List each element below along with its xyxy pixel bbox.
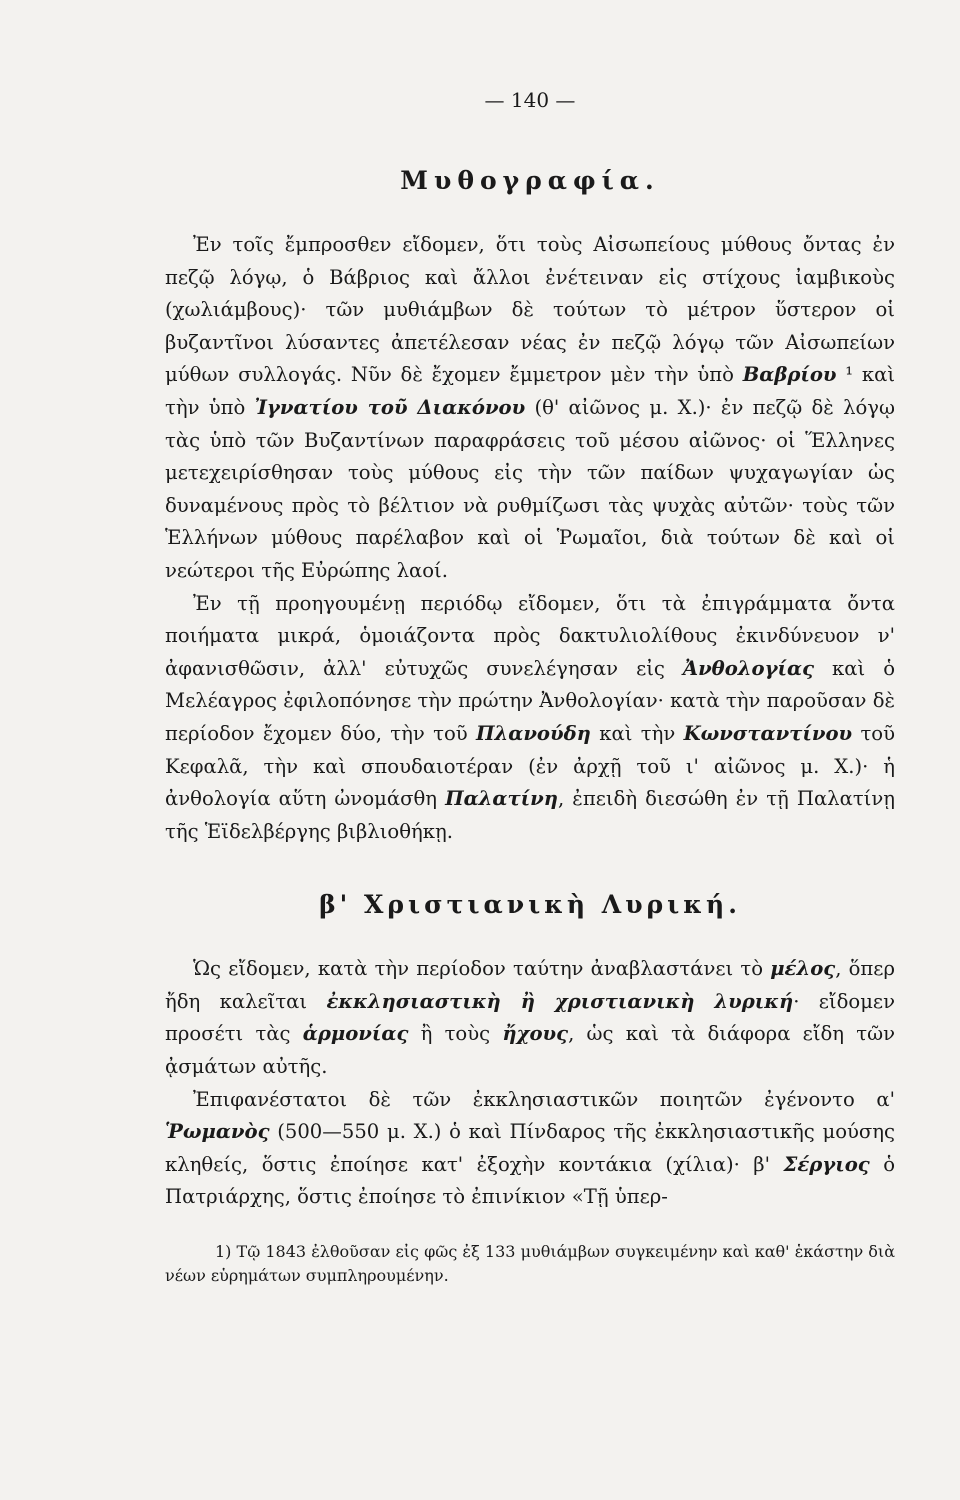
footnotes <box>165 1240 895 1288</box>
emphasized-term: μέλος <box>770 957 836 981</box>
text-run: (500—550 μ. Χ.) ὁ καὶ Πίνδαρος τῆς ἐκκλησιαστικῆς μούσης κληθείς, ὅστις ἐποίησε κατ' ἐξοχὴν κοντάκια (χίλια)· β' <box>165 1120 895 1176</box>
text-run: , ὅπερ ἤδη καλεῖται <box>165 957 895 1013</box>
text-run: ὁ Πατριάρχης, ὅστις ἐποίησε τὸ ἐπινίκιον «Τῇ ὑπερ- <box>165 1152 895 1209</box>
emphasized-term: ἁρμονίας <box>302 1022 409 1046</box>
text-run: ¹ καὶ τὴν ὑπὸ <box>165 363 895 419</box>
text-run: , ἐπειδὴ διεσώθη ἐν τῇ Παλατίνῃ τῆς Ἑϊδελβέργης βιβλιοθήκῃ. <box>165 787 896 843</box>
text-run: · εἴδομεν προσέτι τὰς <box>165 989 895 1046</box>
text-run: Ἐν τῇ προηγουμένῃ περιόδῳ εἴδομεν, ὅτι τὰ ἐπιγράμματα ὄντα ποιήματα μικρά, ὁμοιάζοντα πρὸς δακτυλιολίθους ἐκινδύνευον ν' ἀφανισθῶσιν, ἀλλ' εὐτυχῶς συνελέγησαν εἰς <box>165 591 895 680</box>
emphasized-term: ἐκκλησιαστικὴ ἢ χριστιανικὴ λυρική <box>326 989 794 1013</box>
text-run: , ὡς καὶ τὰ διάφορα εἴδη τῶν ᾀσμάτων αὐτῆς. <box>165 1022 895 1079</box>
text-run: Ἐπιφανέστατοι δὲ τῶν ἐκκλησιαστικῶν ποιητῶν ἐγένοντο α' <box>193 1087 895 1111</box>
emphasized-term: Σέργιος <box>783 1152 870 1176</box>
emphasized-term: Κωνσταντίνου <box>683 721 853 745</box>
emphasized-term: Πλανούδη <box>476 721 591 745</box>
paragraph-fables-intro <box>165 229 895 588</box>
paragraph-lyric-intro <box>165 953 895 1083</box>
section-heading-christian-lyric: β' Χριστιανικὴ Λυρική. <box>319 890 741 920</box>
paragraph-anthologies <box>165 588 895 849</box>
page-number: — 140 — <box>484 88 576 112</box>
text-run: καὶ ὁ Μελέαγρος ἐφιλοπόνησε τὴν πρώτην Ἀνθολογίαν· κατὰ τὴν παροῦσαν δὲ περίοδον ἔχομεν δύο, τὴν τοῦ <box>165 656 896 745</box>
book-page <box>165 88 895 1288</box>
text-run: Ὡς εἴδομεν, κατὰ τὴν περίοδον ταύτην ἀναβλαστάνει τὸ <box>193 957 771 981</box>
text-run: Ἐν τοῖς ἔμπροσθεν εἴδομεν, ὅτι τοὺς Αἰσωπείους μύθους ὄντας ἐν πεζῷ λόγῳ, ὁ Βάβριος καὶ ἄλλοι ἐνέτειναν εἰς στίχους ἰαμβικοὺς (χωλιάμβους)· τῶν μυθιάμβων δὲ τούτων τὸ μέτρον ὕστερον οἱ βυζαντῖνοι λύσαντες ἀπετέλεσαν νέας ἐν πεζῷ λόγῳ τῶν Αἰσωπείων μύθων συλλογάς. Νῦν δὲ ἔχομεν ἔμμετρον μὲν τὴν ὑπὸ <box>165 233 895 387</box>
emphasized-term: ἤχους <box>502 1022 569 1046</box>
text-run: (θ' αἰῶνος μ. Χ.)· ἐν πεζῷ δὲ λόγῳ τὰς ὑπὸ τῶν Βυζαντίνων παραφράσεις τοῦ μέσου αἰῶνος· οἱ Ἕλληνες μετεχειρίσθησαν τοὺς μύθους εἰς τὴν τῶν παίδων ψυχαγωγίαν ὡς δυναμένους πρὸς τὸ βέλτιον νὰ ρυθμίζωσι τὰς ψυχὰς αὐτῶν· τοὺς τῶν Ἑλλήνων μύθους παρέλαβον καὶ οἱ Ῥωμαῖοι, διὰ τούτων δὲ καὶ οἱ νεώτεροι τῆς Εὐρώπης λαοί. <box>165 395 895 582</box>
text-run: τοῦ Κεφαλᾶ, τὴν καὶ σπουδαιοτέραν (ἐν ἀρχῇ τοῦ ι' αἰῶνος μ. Χ.)· ἡ ἀνθολογία αὕτη ὠνομάσθη <box>165 721 895 811</box>
chapter-heading: Μυθογραφία. <box>400 166 660 195</box>
emphasized-term: Βαβρίου <box>742 363 837 387</box>
emphasized-term: Ἀνθολογίας <box>682 656 815 680</box>
text-run: ἢ τοὺς <box>408 1022 503 1046</box>
emphasized-term: Ἰγνατίου τοῦ Διακόνου <box>254 395 526 419</box>
emphasized-term: Παλατίνη <box>445 787 558 811</box>
text-run: καὶ τὴν <box>590 721 684 745</box>
footnote-1: 1) Τῷ 1843 ἐλθοῦσαν εἰς φῶς ἐξ 133 μυθιάμβων συγκειμένην καὶ καθ' ἑκάστην διὰ νέων εὑρημάτων συμπληρουμένην. <box>165 1242 895 1286</box>
emphasized-term: Ῥωμανὸς <box>165 1120 270 1144</box>
paragraph-poets <box>165 1084 895 1214</box>
